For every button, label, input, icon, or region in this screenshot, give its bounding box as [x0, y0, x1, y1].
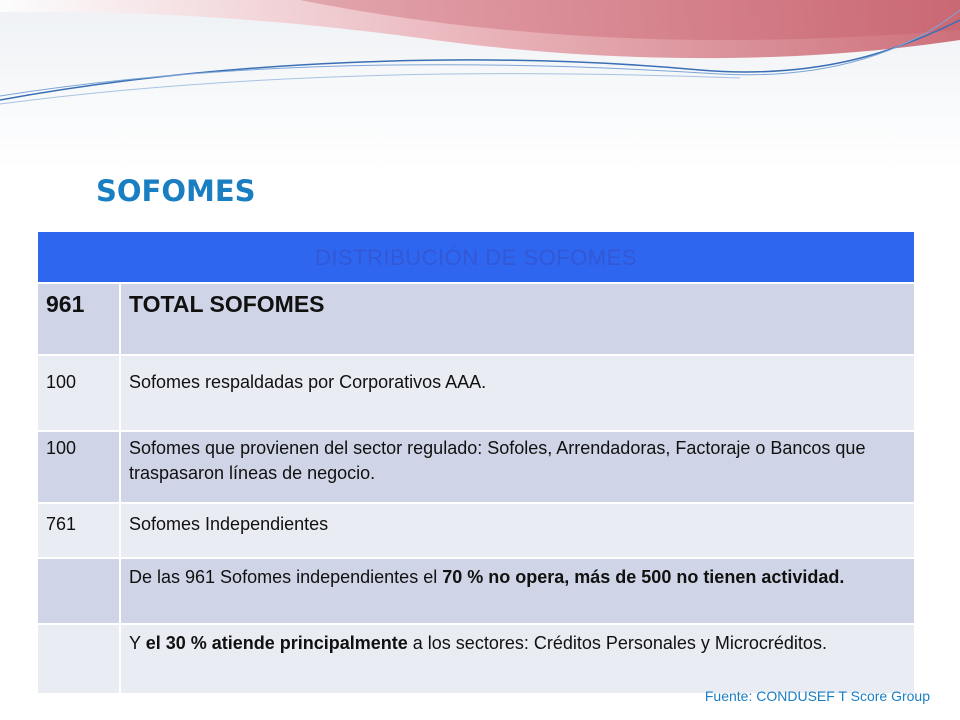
- note-text-bold: 70 % no opera, más de 500 no tienen actividad.: [442, 567, 845, 587]
- table-row-note: [38, 624, 914, 694]
- note-text-regular: De las 961 Sofomes independientes el: [129, 567, 443, 587]
- row-text: Sofomes que provienen del sector regulado: Sofoles, Arrendadoras, Factoraje o Bancos que traspasaron líneas de negocio.: [120, 431, 914, 503]
- table-row: [38, 503, 914, 558]
- row-text: Sofomes respaldadas por Corporativos AAA.: [120, 355, 914, 431]
- note-text-regular: Y: [129, 633, 146, 653]
- empty-cell: [38, 624, 120, 694]
- table-header-row: [38, 232, 914, 283]
- table-row: [38, 431, 914, 503]
- table-header: DISTRIBUCIÓN DE SOFOMES: [38, 232, 914, 283]
- header-wave-decoration: [0, 0, 960, 170]
- note-text: [120, 558, 914, 624]
- row-number: 100: [38, 431, 120, 503]
- note-text-bold: el 30 % atiende principalmente: [145, 633, 408, 653]
- total-label: TOTAL SOFOMES: [120, 283, 914, 355]
- note-text-regular: a los sectores: Créditos Personales y Microcréditos.: [407, 633, 827, 653]
- note-text: [120, 624, 914, 694]
- total-number: 961: [38, 283, 120, 355]
- table-row-note: [38, 558, 914, 624]
- empty-cell: [38, 558, 120, 624]
- sofomes-distribution-table: [38, 232, 914, 695]
- row-number: 761: [38, 503, 120, 558]
- table-row: [38, 355, 914, 431]
- slide-title: SOFOMES: [96, 174, 256, 208]
- row-text: Sofomes Independientes: [120, 503, 914, 558]
- source-note: Fuente: CONDUSEF T Score Group: [704, 688, 930, 704]
- row-number: 100: [38, 355, 120, 431]
- table-row-total: [38, 283, 914, 355]
